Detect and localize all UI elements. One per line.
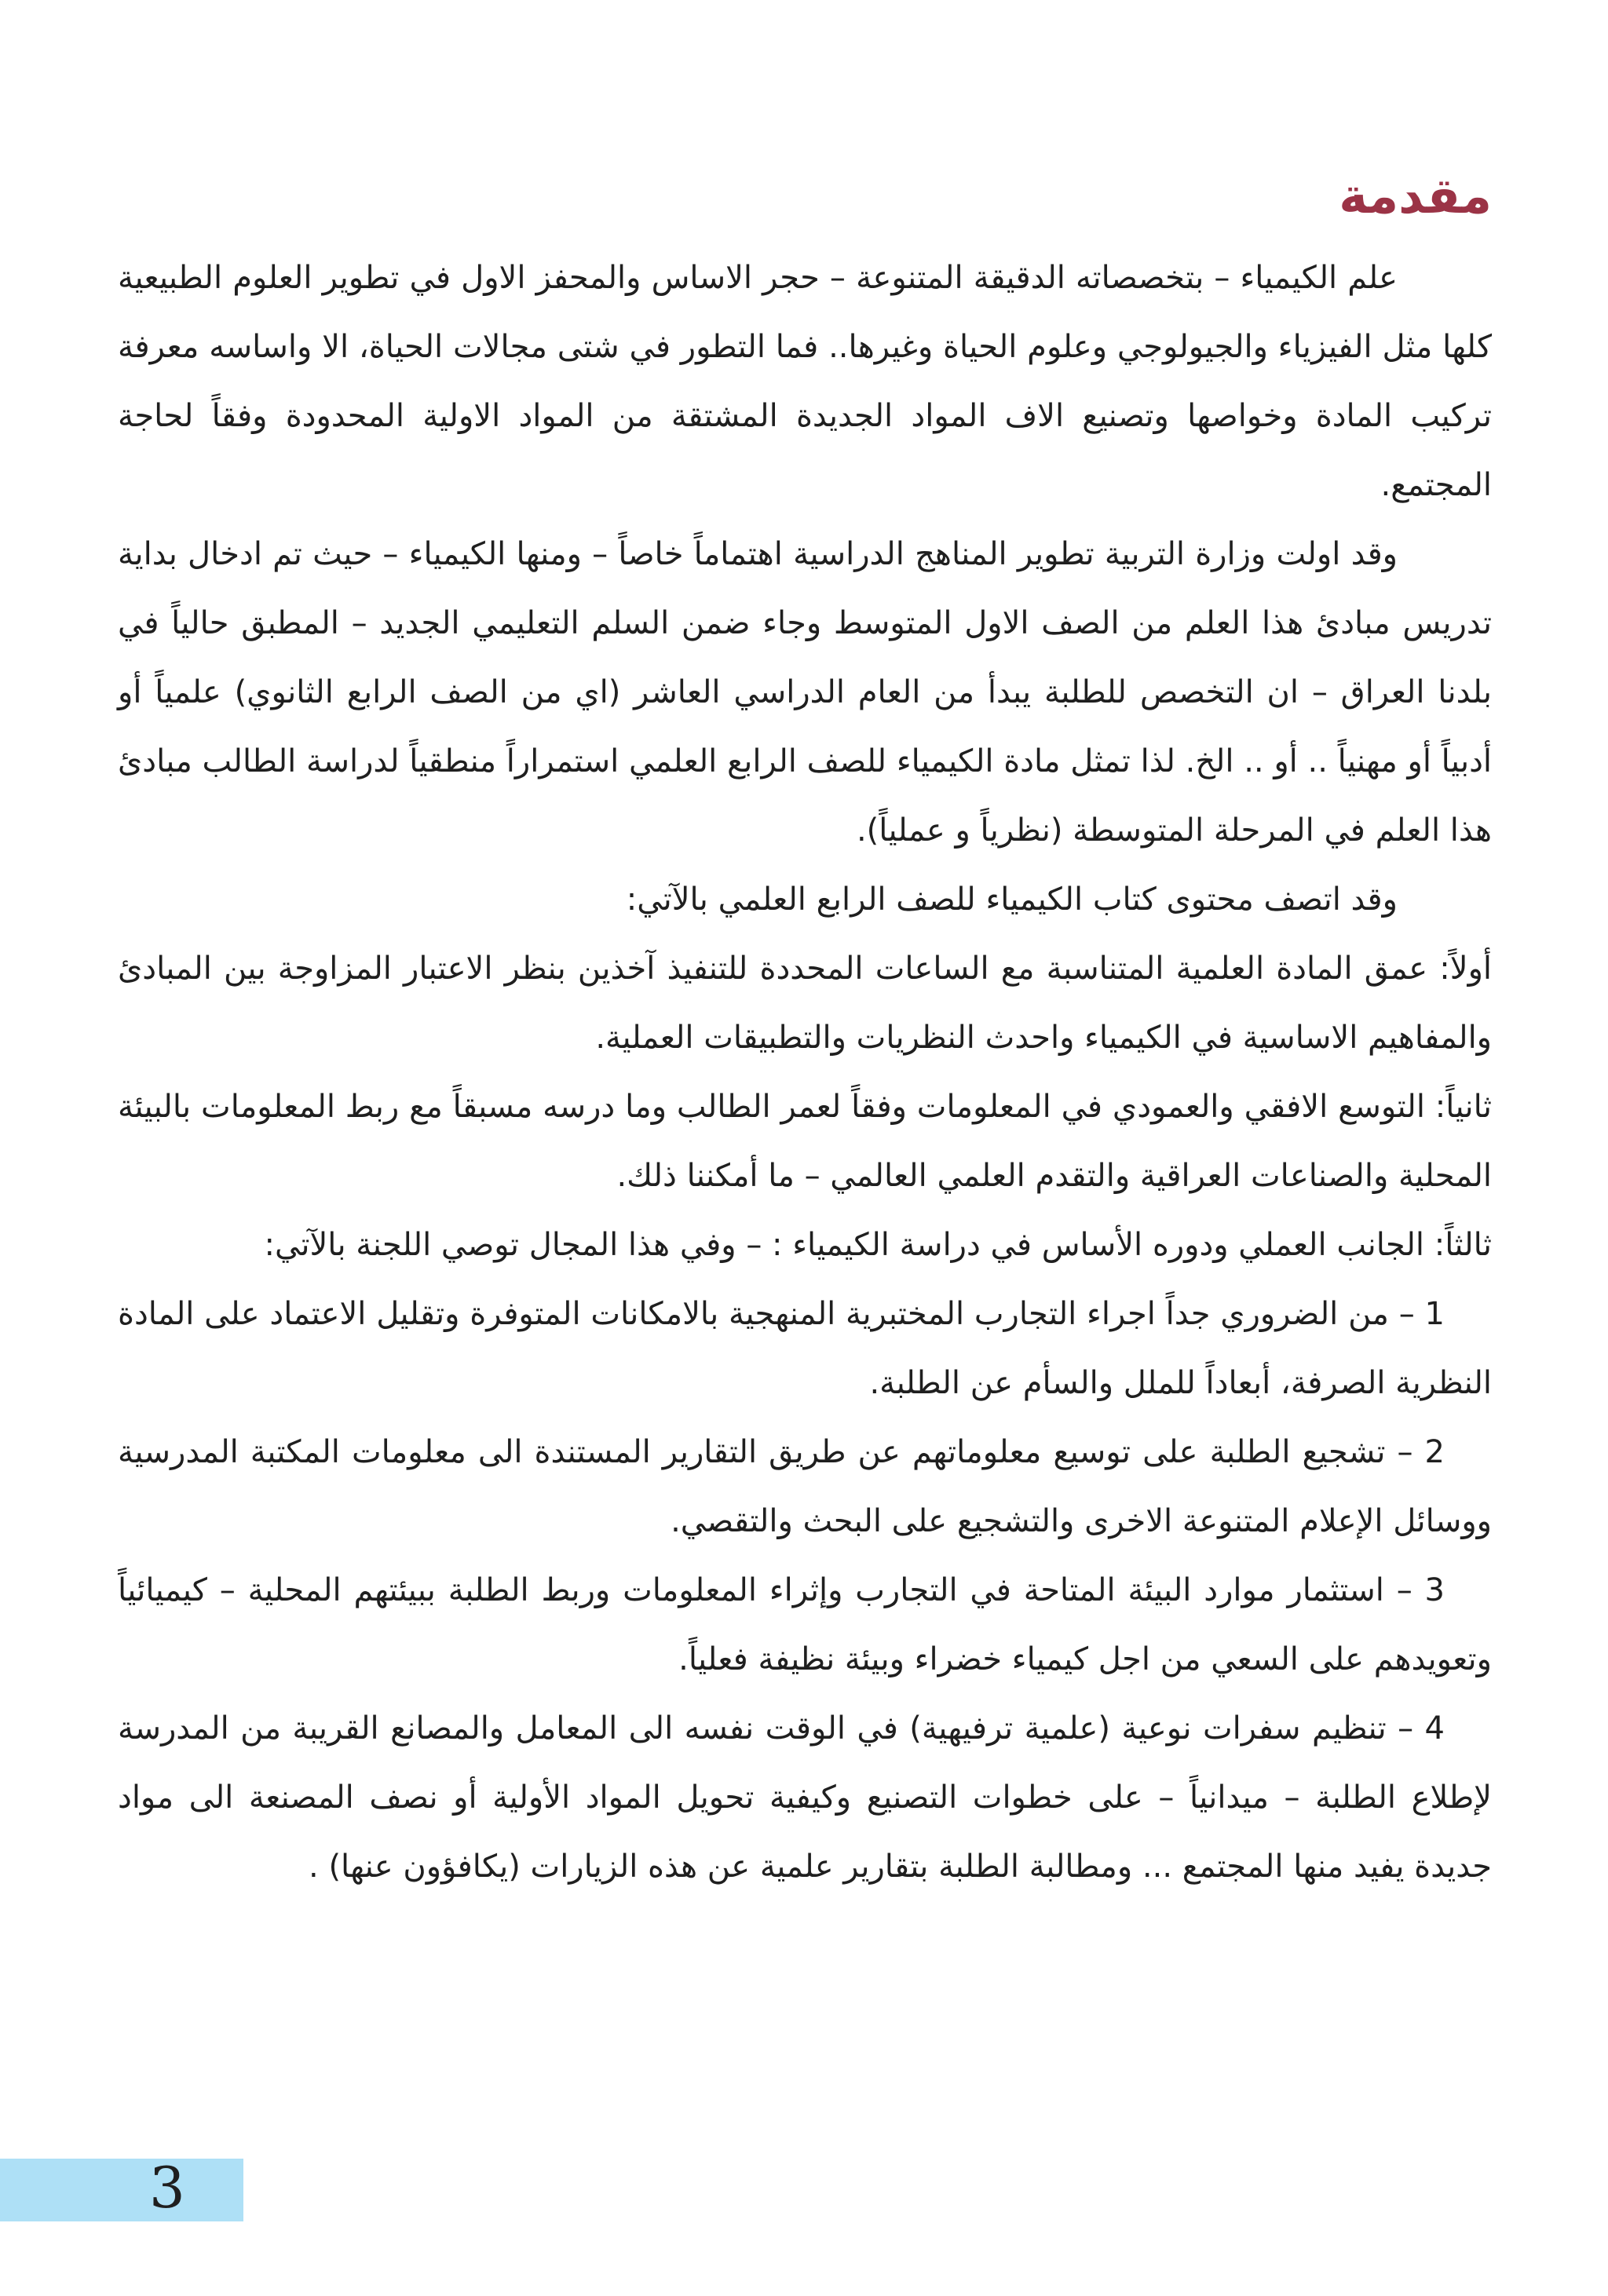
page-content bbox=[118, 157, 1492, 1901]
point-first: أولاً: عمق المادة العلمية المتناسبة مع الساعات المحددة للتنفيذ آخذين بنظر الاعتبار المزاوجة بين المبادئ والمفاهيم الاساسية في الكيمياء واحدث النظريات والتطبيقات العملية. bbox=[118, 951, 1492, 1056]
intro-paragraph-2: وقد اولت وزارة التربية تطوير المناهج الدراسية اهتماماً خاصاً – ومنها الكيمياء – حيث تم ادخال بداية تدريس مبادئ هذا العلم من الصف الاول المتوسط وجاء ضمن السلم التعليمي الجديد – المطبق حالياً في بلدنا العراق – ان التخصص للطلبة يبدأ من العام الدراسي العاشر (اي من الصف الرابع الثانوي) علمياً أو أدبياً أو مهنياً .. أو .. الخ. لذا تمثل مادة الكيمياء للصف الرابع العلمي استمراراً منطقياً لدراسة الطالب مبادئ هذا العلم في المرحلة المتوسطة (نظرياً و عملياً). bbox=[118, 536, 1492, 849]
point-second: ثانياً: التوسع الافقي والعمودي في المعلومات وفقاً لعمر الطالب وما درسه مسبقاً مع ربط المعلومات بالبيئة المحلية والصناعات العراقية والتقدم العلمي العالمي – ما أمكننا ذلك. bbox=[118, 1089, 1492, 1194]
intro-paragraph-3: وقد اتصف محتوى كتاب الكيمياء للصف الرابع العلمي بالآتي: bbox=[626, 882, 1398, 918]
intro-paragraph-1: علم الكيمياء – بتخصصاته الدقيقة المتنوعة – حجر الاساس والمحفز الاول في تطوير العلوم الطبيعية كلها مثل الفيزياء والجيولوجي وعلوم الحياة وغيرها.. فما التطور في شتى مجالات الحياة، الا واساسه معرفة تركيب المادة وخواصها وتصنيع الاف المواد الجديدة المشتقة من المواد الاولية المحدودة وفقاً لحاجة المجتمع. bbox=[118, 260, 1492, 503]
recommendation-3: 3 – استثمار موارد البيئة المتاحة في التجارب وإثراء المعلومات وربط الطلبة ببيئتهم المحلية – كيميائياً وتعويدهم على السعي من اجل كيمياء خضراء وبيئة نظيفة فعلياً. bbox=[118, 1572, 1492, 1677]
point-third: ثالثاً: الجانب العملي ودوره الأساس في دراسة الكيمياء : – وفي هذا المجال توصي اللجنة بالآتي: bbox=[264, 1227, 1492, 1263]
page-number: 3 bbox=[149, 2155, 185, 2221]
recommendation-2: 2 – تشجيع الطلبة على توسيع معلوماتهم عن طريق التقارير المستندة الى معلومات المكتبة المدرسية ووسائل الإعلام المتنوعة الاخرى والتشجيع على البحث والتقصي. bbox=[118, 1434, 1492, 1539]
recommendation-1: 1 – من الضروري جداً اجراء التجارب المختبرية المنهجية بالامكانات المتوفرة وتقليل الاعتماد على المادة النظرية الصرفة، أبعاداً للملل والسأم عن الطلبة. bbox=[118, 1296, 1492, 1401]
page-number-bar bbox=[0, 2159, 243, 2221]
recommendation-4: 4 – تنظيم سفرات نوعية (علمية ترفيهية) في الوقت نفسه الى المعامل والمصانع القريبة من المدرسة لإطلاع الطلبة – ميدانياً – على خطوات التصنيع وكيفية تحويل المواد الأولية أو نصف المصنعة الى مواد جديدة يفيد منها المجتمع ... ومطالبة الطلبة بتقارير علمية عن هذه الزيارات (يكافؤون عنها) . bbox=[118, 1710, 1492, 1885]
page-title: مقدمة bbox=[1339, 167, 1492, 224]
